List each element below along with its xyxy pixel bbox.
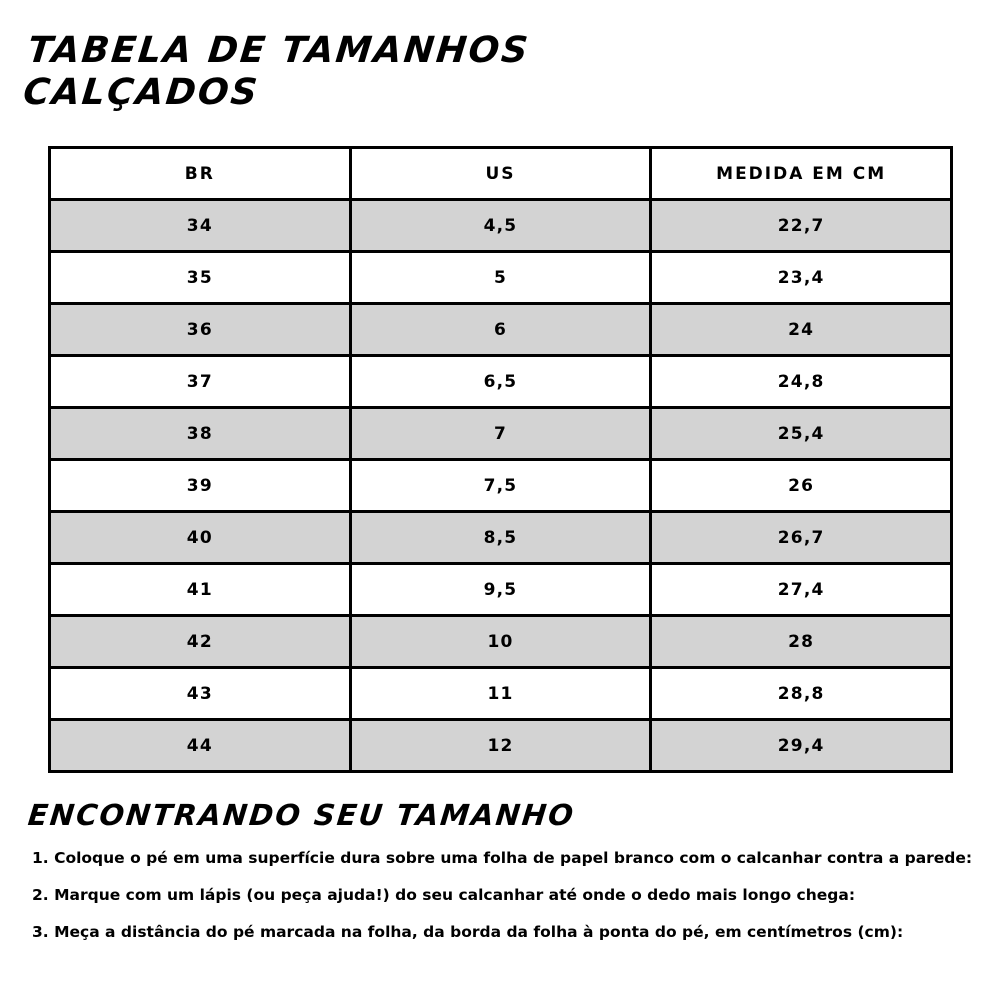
cell-cm: 26,7 xyxy=(651,512,952,564)
cell-cm: 24 xyxy=(651,304,952,356)
cell-cm: 28 xyxy=(651,616,952,668)
column-header-br: BR xyxy=(50,148,351,200)
cell-us: 9,5 xyxy=(350,564,651,616)
page-title-line-1: TABELA DE TAMANHOS xyxy=(25,30,532,71)
column-header-cm: MEDIDA EM CM xyxy=(651,148,952,200)
instruction-step-2: 2. Marque com um lápis (ou peça ajuda!) do seu calcanhar até onde o dedo mais longo chega: xyxy=(32,885,856,904)
instructions-list xyxy=(32,848,972,959)
column-header-us: US xyxy=(350,148,651,200)
cell-br: 43 xyxy=(50,668,351,720)
table-row xyxy=(50,564,952,616)
page-title xyxy=(21,30,970,115)
table-row xyxy=(50,668,952,720)
instruction-step-1: 1. Coloque o pé em uma superfície dura sobre uma folha de papel branco com o calcanhar contra a parede: xyxy=(32,849,973,867)
cell-cm: 26 xyxy=(651,460,952,512)
table-row xyxy=(50,460,952,512)
cell-cm: 28,8 xyxy=(651,668,952,720)
cell-us: 7,5 xyxy=(350,460,651,512)
table-header-row xyxy=(50,148,952,200)
cell-cm: 25,4 xyxy=(651,408,952,460)
cell-br: 38 xyxy=(50,408,351,460)
table-row xyxy=(50,252,952,304)
cell-cm: 29,4 xyxy=(651,720,952,772)
cell-br: 39 xyxy=(50,460,351,512)
instruction-step-3: 3. Meça a distância do pé marcada na folha, da borda da folha à ponta do pé, em centímetros (cm): xyxy=(32,922,904,941)
cell-br: 40 xyxy=(50,512,351,564)
cell-br: 34 xyxy=(50,200,351,252)
cell-cm: 23,4 xyxy=(651,252,952,304)
cell-us: 5 xyxy=(350,252,651,304)
cell-br: 42 xyxy=(50,616,351,668)
table-row xyxy=(50,720,952,772)
table-row xyxy=(50,616,952,668)
cell-br: 35 xyxy=(50,252,351,304)
cell-cm: 27,4 xyxy=(651,564,952,616)
cell-br: 44 xyxy=(50,720,351,772)
size-conversion-table xyxy=(48,146,953,773)
cell-cm: 24,8 xyxy=(651,356,952,408)
table-row xyxy=(50,304,952,356)
section-title-finding-your-size: ENCONTRANDO SEU TAMANHO xyxy=(26,798,577,832)
cell-br: 36 xyxy=(50,304,351,356)
table-row xyxy=(50,200,952,252)
page-title-line-2: CALÇADOS xyxy=(21,72,262,114)
cell-us: 10 xyxy=(350,616,651,668)
table-row xyxy=(50,356,952,408)
cell-us: 6 xyxy=(350,304,651,356)
cell-us: 11 xyxy=(350,668,651,720)
cell-us: 4,5 xyxy=(350,200,651,252)
cell-br: 37 xyxy=(50,356,351,408)
cell-cm: 22,7 xyxy=(651,200,952,252)
cell-us: 6,5 xyxy=(350,356,651,408)
cell-us: 7 xyxy=(350,408,651,460)
table-row xyxy=(50,512,952,564)
cell-us: 12 xyxy=(350,720,651,772)
cell-us: 8,5 xyxy=(350,512,651,564)
cell-br: 41 xyxy=(50,564,351,616)
table-row xyxy=(50,408,952,460)
